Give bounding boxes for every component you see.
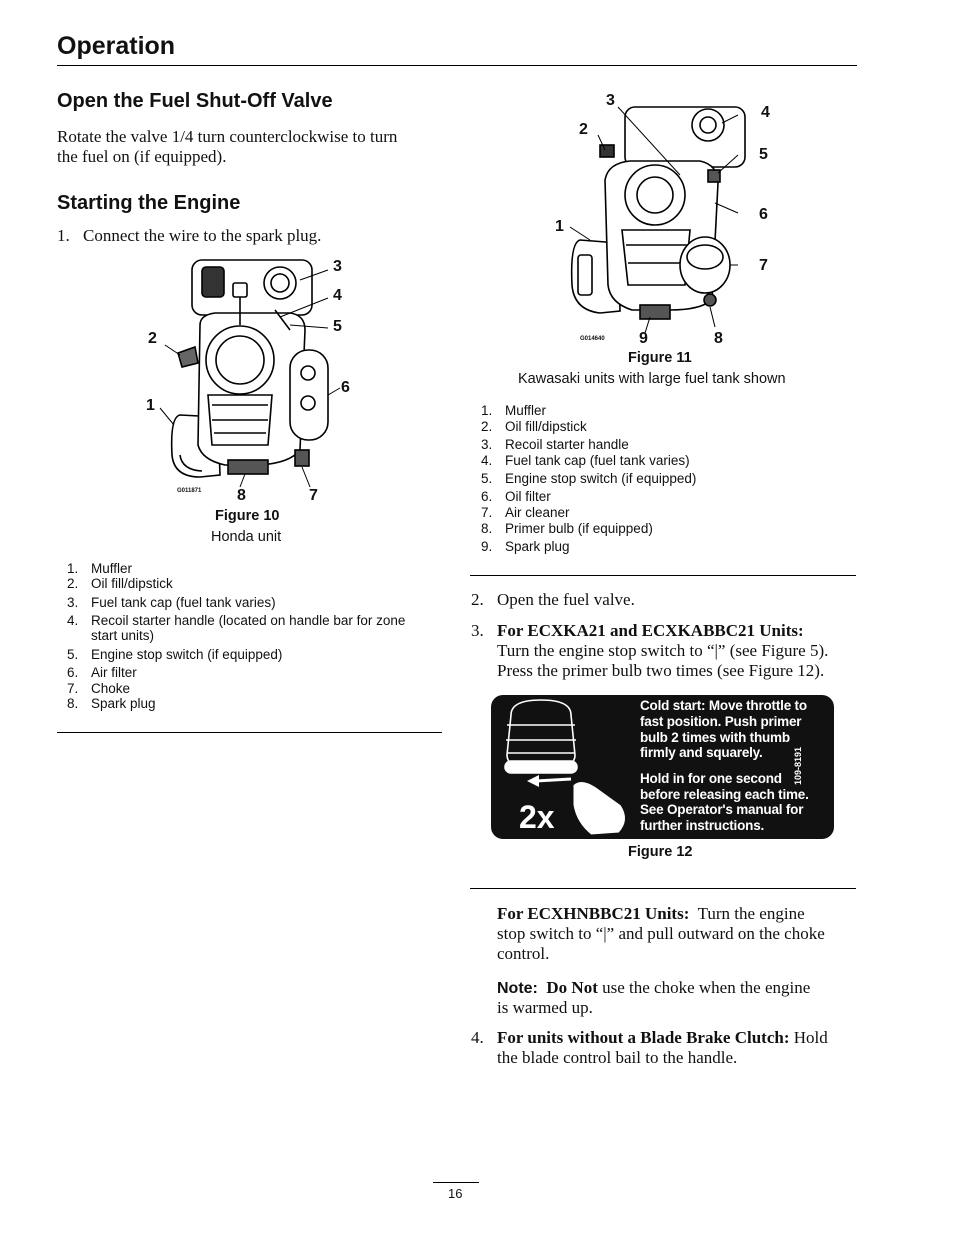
fig11-callout-4: 4 <box>761 104 770 121</box>
fig10-callout-5: 5 <box>333 318 342 335</box>
fig11-callout-6: 6 <box>759 206 768 223</box>
decal-line-8: further instructions. <box>640 818 765 833</box>
fig11-callout-7: 7 <box>759 257 768 274</box>
decal-line-1: Cold start: Move throttle to <box>640 698 807 713</box>
page-title: Operation <box>57 32 176 60</box>
figure-11-caption: Kawasaki units with large fuel tank shown <box>518 371 786 387</box>
step-3-line-2: Turn the engine stop switch to “|” (see Figure 5). <box>497 641 829 660</box>
figure-11-illustration <box>560 95 780 345</box>
decal-line-4: firmly and squarely. <box>640 745 763 760</box>
right-figure-rule-1 <box>470 575 856 576</box>
decal-code: 109-8191 <box>793 746 803 785</box>
fig10-callout-3: 3 <box>333 258 342 275</box>
step-3-bold-lead: For ECXKA21 and ECXKABBC21 Units: <box>497 621 804 640</box>
figure-11-legend: 1. Muffler 2. Oil fill/dipstick 3. Recoil starter handle 4. Fuel tank cap (fuel tank varies) 5. Engine stop switch (if equipped) 6. Oil filter 7. Air cleaner 8. Primer bulb (if equipped) 9. Spark plug <box>481 403 697 554</box>
decal-line-2: fast position. Push primer <box>640 714 802 729</box>
note-emphasis: Do Not <box>546 978 598 997</box>
primer-bulb-illustration <box>491 695 641 839</box>
fig10-callout-4: 4 <box>333 287 342 304</box>
step-4-line-1-rest: Hold <box>793 1028 828 1047</box>
fig10-callout-1: 1 <box>146 397 155 414</box>
fig11-callout-1: 1 <box>555 218 564 235</box>
decal-line-6: before releasing each time. <box>640 787 809 802</box>
page-number: 16 <box>448 1186 463 1201</box>
step-4-line-1 <box>497 1028 828 1048</box>
title-rule <box>57 65 857 66</box>
decal-line-5: Hold in for one second <box>640 771 782 786</box>
decal-line-3: bulb 2 times with thumb <box>640 730 790 745</box>
ecxh-line-1 <box>497 904 805 924</box>
step-2-number: 2. <box>471 590 484 609</box>
step-4-line-2: the blade control bail to the handle. <box>497 1048 738 1067</box>
fig10-callout-8: 8 <box>237 487 246 504</box>
fig11-callout-3: 3 <box>606 92 615 109</box>
figure-10-caption: Honda unit <box>211 529 282 545</box>
fig11-callout-5: 5 <box>759 146 768 163</box>
ecxh-line-3: control. <box>497 944 550 963</box>
figure-11-title: Figure 11 <box>628 350 692 366</box>
note-line-1-rest: use the choke when the engine <box>602 978 811 997</box>
fig10-callout-2: 2 <box>148 330 157 347</box>
fig10-callout-6: 6 <box>341 379 350 396</box>
primer-decal <box>491 695 834 839</box>
figure-11-code: G014640 <box>580 336 605 342</box>
figure-10-legend: 1. Muffler 2. Oil fill/dipstick 3. Fuel tank cap (fuel tank varies) 4. Recoil starter handle (located on handle bar for zone start units) 5. Engine stop switch (if equipped) 6. Air filter 7. Choke 8. Spark plug <box>67 561 406 711</box>
fuel-valve-text-line2: the fuel on (if equipped). <box>57 147 227 166</box>
note-line-1 <box>497 978 810 999</box>
ecxh-line-2: stop switch to “|” and pull outward on the choke <box>497 924 825 943</box>
ecxh-bold-lead: For ECXHNBBC21 Units: <box>497 904 690 923</box>
fuel-valve-heading: Open the Fuel Shut-Off Valve <box>57 90 333 112</box>
fuel-valve-text-line1: Rotate the valve 1/4 turn counterclockwise to turn <box>57 127 398 146</box>
figure-10-code: G011871 <box>177 488 202 494</box>
step-2-text: Open the fuel valve. <box>497 590 635 609</box>
step-4-bold-lead: For units without a Blade Brake Clutch: <box>497 1028 790 1047</box>
figure-10-title: Figure 10 <box>215 508 280 524</box>
note-label: Note: <box>497 980 538 997</box>
ecxh-line-1-rest: Turn the engine <box>697 904 805 923</box>
note-line-2: is warmed up. <box>497 998 593 1017</box>
figure-12-title: Figure 12 <box>628 844 693 860</box>
step-4-number: 4. <box>471 1028 484 1047</box>
fig11-callout-9: 9 <box>639 330 648 347</box>
decal-line-7: See Operator's manual for <box>640 802 804 817</box>
decal-count: 2x <box>519 799 555 835</box>
figure-10-illustration <box>140 255 360 505</box>
fig11-callout-8: 8 <box>714 330 723 347</box>
fig10-callout-7: 7 <box>309 487 318 504</box>
step-1-number: 1. <box>57 226 70 245</box>
step-1-text: Connect the wire to the spark plug. <box>83 226 322 245</box>
step-3-number: 3. <box>471 621 484 640</box>
left-figure-rule <box>57 732 442 733</box>
step-3-line-3: Press the primer bulb two times (see Figure 12). <box>497 661 825 680</box>
fig11-callout-2: 2 <box>579 121 588 138</box>
page-number-rule <box>433 1182 479 1183</box>
starting-engine-heading: Starting the Engine <box>57 192 241 214</box>
right-figure-rule-2 <box>470 888 856 889</box>
